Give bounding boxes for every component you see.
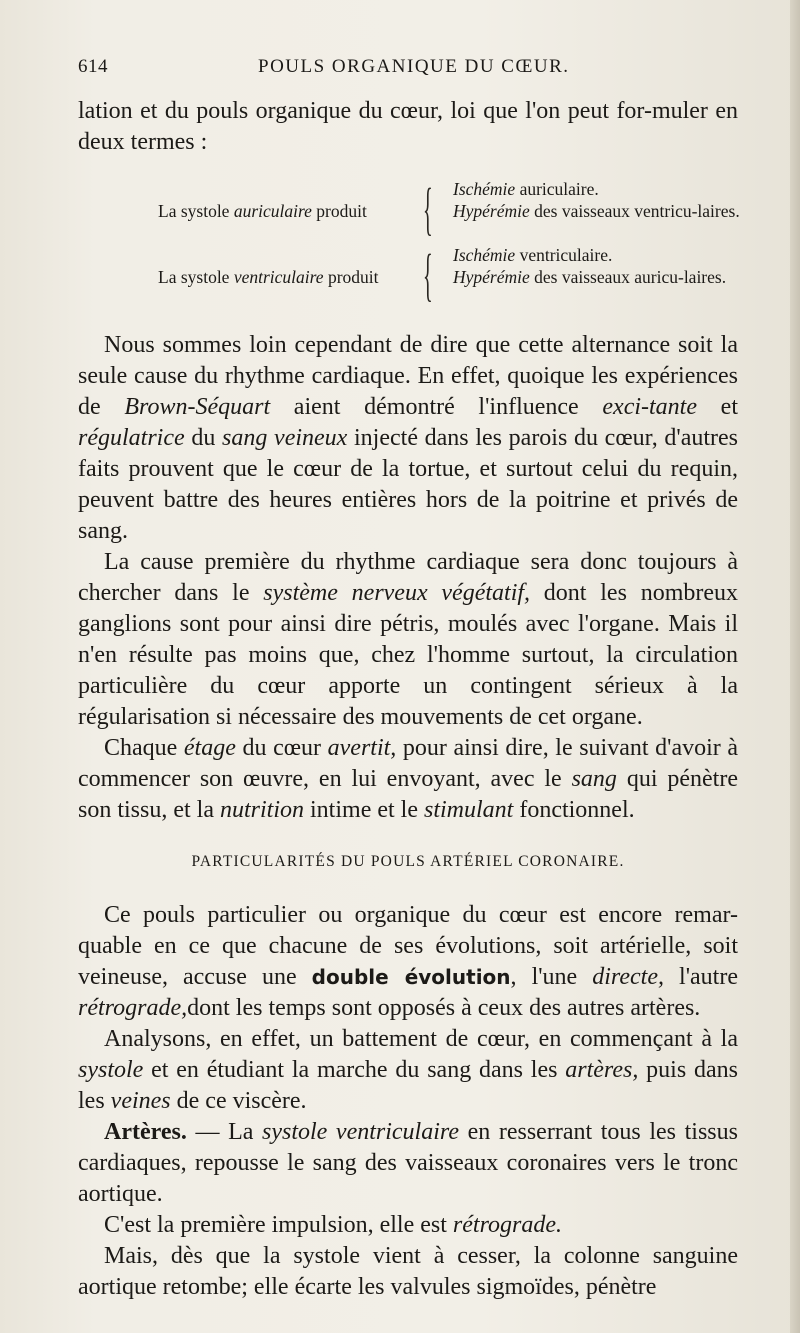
section-subheading: PARTICULARITÉS DU POULS ARTÉRIEL CORONAIRE. <box>191 853 625 870</box>
formula-lead-ventricular <box>158 266 379 288</box>
arteries-heading: Artères. <box>104 1119 187 1145</box>
page-number: 614 <box>78 56 108 77</box>
result-italic: Hypérémie <box>453 201 530 221</box>
result-italic: Ischémie <box>453 179 516 199</box>
intro-line: lation et du pouls organique du cœur, loi que l'on peut for-muler en deux termes : <box>78 98 738 155</box>
paragraph-particular-pulse: Ce pouls particulier ou organique du cœur est encore remar-quable en ce que chacune de ses évolutions, soit artérielle, soit veineuse, accuse une double évolution, l'une directe, l'autre rétrograde,dont les temps sont opposés à ceux des autres artères. <box>78 902 738 1021</box>
lead-italic: ventriculaire <box>233 267 324 287</box>
result-italic: Hypérémie <box>453 267 530 287</box>
intro-paragraph <box>78 96 738 158</box>
formula-block <box>78 178 738 310</box>
paragraph-each-stage: Chaque étage du cœur avertit, pour ainsi dire, le suivant d'avoir à commencer son œuvre, en lui envoyant, avec le sang qui pénètre son tissu, et la nutrition intime et le stimulant fonctionnel. <box>78 735 738 823</box>
result-text: auriculaire. <box>519 179 599 199</box>
page-spine-edge <box>790 0 800 1333</box>
result-text: ventriculaire. <box>519 245 613 265</box>
result-text: des vaisseaux auricu-laires. <box>534 267 727 287</box>
paragraph-primary-cause: La cause première du rhythme cardiaque sera donc toujours à chercher dans le système nerveux végétatif, dont les nombreux ganglions sont pour ainsi dire pétris, moulés avec l'organe. Mais il n'en résulte pas moins que, chez l'homme surtout, la circulation particulière du cœur apporte un contingent sérieux à la régularisation si nécessaire des mouvements de cet organe. <box>78 549 739 730</box>
lead-text: La systole <box>158 201 230 221</box>
result-text: des vaisseaux ventricu-laires. <box>534 201 740 221</box>
formula-lead-auricular <box>158 200 367 222</box>
formula-row-auricular <box>78 178 738 244</box>
paragraph-analysis: Analysons, en effet, un battement de cœur, en commençant à la systole et en étudiant la marche du sang dans les artères, puis dans les veines de ce viscère. <box>78 1026 738 1114</box>
running-head <box>78 56 738 86</box>
brace-icon: { <box>423 242 433 307</box>
result-italic: Ischémie <box>453 245 516 265</box>
brace-icon: { <box>423 176 433 241</box>
formula-result-ventricular <box>453 244 743 288</box>
paragraph-arteries: Artères. — La systole ventriculaire en resserrant tous les tissus cardiaques, repousse le sang des vaisseaux coronaires vers le tronc aortique. <box>78 1119 738 1207</box>
lead-text: La systole <box>158 267 230 287</box>
formula-row-ventricular <box>78 244 738 310</box>
body-text-lower <box>78 900 738 1303</box>
paragraph-rhythm-cause: Nous sommes loin cependant de dire que cette alternance soit la seule cause du rhythme cardiaque. En effet, quoique les expériences de Brown-Séquart aient démontré l'influence exci-tante et régulatrice du sang veineux injecté dans les parois du cœur, d'autres faits prouvent que le cœur de la tortue, et surtout celui du requin, peuvent battre des heures entières hors de la poitrine et privés de sang. <box>78 332 739 544</box>
body-text-upper <box>78 330 738 826</box>
paragraph-first-impulse: C'est la première impulsion, elle est rétrograde. <box>104 1212 563 1238</box>
lead-end: produit <box>327 267 379 287</box>
lead-end: produit <box>316 201 367 221</box>
lead-italic: auriculaire <box>233 201 312 221</box>
formula-result-auricular <box>453 178 743 222</box>
running-title: POULS ORGANIQUE DU CŒUR. <box>258 56 570 77</box>
emphasis-bold: double évolution <box>311 965 511 989</box>
paragraph-systole-end: Mais, dès que la systole vient à cesser, la colonne sanguine aortique retombe; elle écarte les valvules sigmoïdes, pénètre <box>78 1243 738 1300</box>
